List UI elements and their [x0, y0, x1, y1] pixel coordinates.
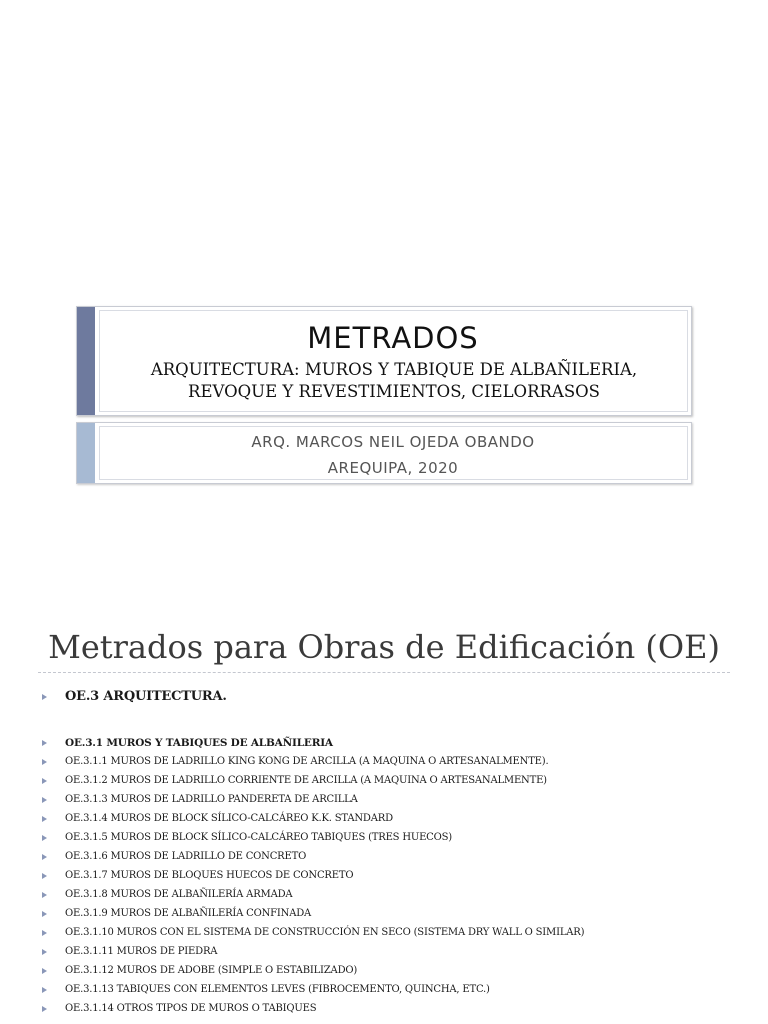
list-item: OE.3 ARQUITECTURA. [42, 689, 227, 704]
bullet-arrow-icon [42, 968, 47, 974]
bullet-arrow-icon [42, 873, 47, 879]
bullet-arrow-icon [42, 778, 47, 784]
slide-subtitle [107, 359, 681, 403]
list-item: OE.3.1.4 MUROS DE BLOCK SÍLICO-CALCÁREO K.K. STANDARD [42, 813, 393, 824]
list-item: OE.3.1.11 MUROS DE PIEDRA [42, 946, 217, 957]
author-box [76, 422, 692, 484]
title-divider [38, 672, 730, 673]
list-item: OE.3.1.7 MUROS DE BLOQUES HUECOS DE CONCRETO [42, 870, 353, 881]
list-item: OE.3.1.13 TABIQUES CON ELEMENTOS LEVES (FIBROCEMENTO, QUINCHA, ETC.) [42, 984, 490, 995]
list-item: OE.3.1.1 MUROS DE LADRILLO KING KONG DE ARCILLA (A MAQUINA O ARTESANALMENTE). [42, 756, 548, 767]
bullet-arrow-icon [42, 854, 47, 860]
list-item: OE.3.1.14 OTROS TIPOS DE MUROS O TABIQUES [42, 1003, 316, 1014]
bullet-arrow-icon [42, 1006, 47, 1012]
list-item: OE.3.1.10 MUROS CON EL SISTEMA DE CONSTRUCCIÓN EN SECO (SISTEMA DRY WALL O SIMILAR) [42, 927, 584, 938]
bullet-arrow-icon [42, 694, 47, 700]
content-slide [0, 600, 768, 1024]
list-item: OE.3.1.2 MUROS DE LADRILLO CORRIENTE DE ARCILLA (A MAQUINA O ARTESANALMENTE) [42, 775, 547, 786]
bullet-arrow-icon [42, 797, 47, 803]
bullet-arrow-icon [42, 759, 47, 765]
list-item: OE.3.1.12 MUROS DE ADOBE (SIMPLE O ESTABILIZADO) [42, 965, 357, 976]
bullet-arrow-icon [42, 892, 47, 898]
author-accent-bar [77, 423, 95, 483]
list-item: OE.3.1.5 MUROS DE BLOCK SÍLICO-CALCÁREO TABIQUES (TRES HUECOS) [42, 832, 452, 843]
bullet-arrow-icon [42, 835, 47, 841]
list-item: OE.3.1 MUROS Y TABIQUES DE ALBAÑILERIA [42, 737, 333, 749]
bullet-arrow-icon [42, 930, 47, 936]
author-name: ARQ. MARCOS NEIL OJEDA OBANDO [251, 433, 535, 451]
list-item: OE.3.1.9 MUROS DE ALBAÑILERÍA CONFINADA [42, 908, 311, 919]
slide-title: METRADOS [307, 321, 479, 355]
list-item: OE.3.1.3 MUROS DE LADRILLO PANDERETA DE ARCILLA [42, 794, 358, 805]
list-item: OE.3.1.8 MUROS DE ALBAÑILERÍA ARMADA [42, 889, 292, 900]
title-accent-bar [77, 307, 95, 415]
bullet-arrow-icon [42, 740, 47, 746]
content-slide-title: Metrados para Obras de Edificación (OE) [48, 628, 720, 666]
bullet-arrow-icon [42, 987, 47, 993]
bullet-arrow-icon [42, 911, 47, 917]
subtitle-line-1: ARQUITECTURA: MUROS Y TABIQUE DE ALBAÑILERIA, [150, 360, 638, 379]
bullet-arrow-icon [42, 949, 47, 955]
place-year: AREQUIPA, 2020 [327, 459, 459, 477]
title-box [76, 306, 692, 416]
list-item: OE.3.1.6 MUROS DE LADRILLO DE CONCRETO [42, 851, 306, 862]
subtitle-line-2: REVOQUE Y REVESTIMIENTOS, CIELORRASOS [188, 382, 600, 401]
bullet-arrow-icon [42, 816, 47, 822]
